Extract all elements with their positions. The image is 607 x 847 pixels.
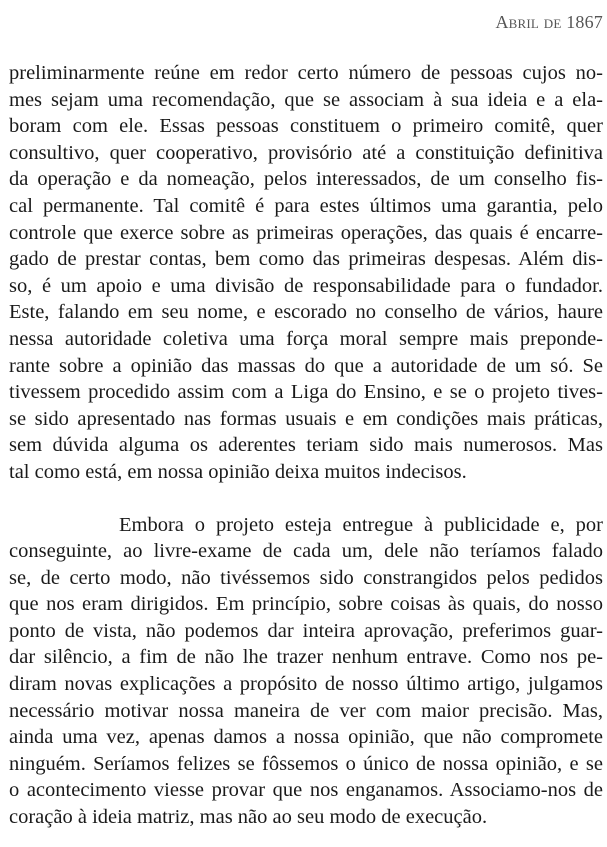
text-line: conseguinte, ao livre-exame de cada um, dele não teríamos falado [9,540,603,563]
text-line: preliminarmente reúne em redor certo número de pessoas cujos no- [9,62,603,84]
text-line: o acontecimento viesse provar que nos enganamos. Associamo-nos de [9,779,603,802]
text-line: nessa autoridade coletiva uma força moral sempre mais prepondе- [9,327,603,350]
text-line: boram com ele. Essas pessoas constituem o primeiro comitê, quer [9,115,603,138]
text-line: se sido apresentado nas formas usuais e em condições mais práticas, [9,407,603,430]
text-line: ainda uma vez, apenas damos a nossa opinião, que não compromete [9,726,603,749]
text-line: Este, falando em seu nome, e escorado no conselho de vários, haure [9,301,603,324]
text-line: tal como está, em nossa opinião deixa muitos indecisos. [9,460,467,483]
running-header-title: Abril de 1867 [495,12,603,32]
text-line: controle que exerce sobre as primeiras operações, das quais é encarre- [9,221,603,244]
text-line: diram novas explicações a propósito de nosso último artigo, julgamos [9,673,603,696]
body-text [9,60,603,831]
text-line: consultivo, quer cooperativo, provisório até a constituição definitiva [9,141,603,164]
text-line: coração à ideia matriz, mas não ao seu modo de execução. [9,806,488,829]
text-line: Embora o projeto esteja entregue à publicidade e, por [119,513,603,536]
running-header [495,12,603,33]
paragraph-1 [9,60,603,486]
text-line: se, de certo modo, não tivéssemos sido constrangidos pelos pedidos [9,566,603,589]
text-line: gado de prestar contas, bem como das primeiras despesas. Além dis- [9,248,603,271]
text-line: dar silêncio, a fim de não lhe trazer nenhum entrave. Como nos pe- [9,646,603,669]
text-line: ninguém. Seríamos felizes se fôssemos o único de nossa opinião, e se [9,752,603,775]
text-line: tivessem procedido assim com a Liga do Ensino, e se o projeto tives- [9,381,603,404]
text-line: so, é um apoio e uma divisão de responsabilidade para o fundador. [9,274,603,297]
text-line: da operação e da nomeação, pelos interessados, de um conselho fis- [9,168,603,191]
paragraph-2 [9,512,603,831]
text-line: necessário motivar nossa maneira de ver com maior precisão. Mas, [9,699,603,722]
text-line: ponto de vista, não podemos dar inteira aprovação, preferimos guar- [9,619,603,642]
text-line: rante sobre a opinião das massas do que a autoridade de um só. Se [9,354,603,377]
text-line: sem dúvida alguma os aderentes teriam sido mais numerosos. Mas [9,434,603,457]
text-line: cal permanente. Tal comitê é para estes últimos uma garantia, pelo [9,194,603,217]
text-line: que nos eram dirigidos. Em princípio, sobre coisas às quais, do nosso [9,593,603,616]
text-line: mes sejam uma recomendação, que se associam à sua ideia e a ela- [9,88,603,111]
